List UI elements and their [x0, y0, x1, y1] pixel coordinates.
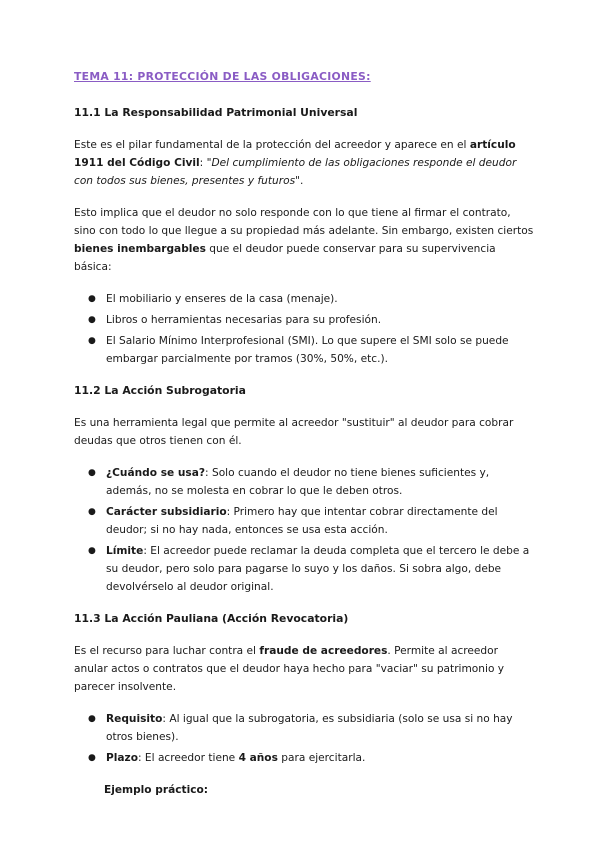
list-item-text: para ejercitarla. — [277, 752, 366, 764]
bullet-icon: ● — [88, 507, 96, 517]
bullet-icon: ● — [88, 546, 96, 556]
text-run: Esto implica que el deudor no solo responde con lo que tiene al firmar el contrato, sino con todo lo que llegue a su propiedad más adelante. Sin embargo, existen ciertos — [74, 207, 534, 237]
topic-title: TEMA 11: PROTECCIÓN DE LAS OBLIGACIONES: — [74, 70, 371, 83]
list-item-text: Libros o herramientas necesarias para su profesión. — [106, 314, 382, 326]
list-item — [74, 311, 534, 329]
text-run: Es el recurso para luchar contra el — [74, 645, 260, 657]
list-item-text: : El acreedor puede reclamar la deuda completa que el tercero le debe a su deudor, pero solo para pagarse lo suyo y los daños. Si sobra algo, debe devolvérselo al deudor original. — [106, 545, 530, 593]
deadline-value: 4 años — [238, 752, 278, 764]
example-heading: Ejemplo práctico: — [104, 784, 208, 796]
list-item — [74, 710, 534, 746]
paragraph-inembargables — [74, 204, 534, 276]
bullet-icon: ● — [88, 336, 96, 346]
section-title-11-1: 11.1 La Responsabilidad Patrimonial Universal — [74, 106, 358, 119]
text-run: . Permite al acreedor anular actos o contratos que el deudor haya hecho para "vaciar" su patrimonio y parecer insolvente. — [74, 645, 505, 693]
list-item-text: : Solo cuando el deudor no tiene bienes suficientes y, además, no se molesta en cobrar lo que le deben otros. — [106, 467, 490, 497]
text-run: que el deudor puede conservar para su supervivencia básica: — [74, 243, 496, 273]
inembargables-list — [74, 290, 534, 368]
section-title-11-2: 11.2 La Acción Subrogatoria — [74, 384, 246, 397]
text-run: Este es el pilar fundamental de la protección del acreedor y aparece en el — [74, 139, 470, 151]
list-item-label: Carácter subsidiario — [106, 506, 227, 518]
list-item-label: Requisito — [106, 713, 163, 725]
text-run: : — [199, 157, 207, 169]
document-page — [74, 68, 534, 799]
key-term: bienes inembargables — [74, 243, 206, 255]
paragraph-article-1911 — [74, 136, 534, 190]
list-item-text: El Salario Mínimo Interprofesional (SMI). Lo que supere el SMI solo se puede embargar parcialmente por tramos (30%, 50%, etc.). — [106, 335, 509, 365]
list-item — [74, 464, 534, 500]
list-item-text: : Primero hay que intentar cobrar directamente del deudor; si no hay nada, entonces se usa esta acción. — [106, 506, 498, 536]
list-item — [74, 290, 534, 308]
article-quote: "Del cumplimiento de las obligaciones responde el deudor con todos sus bienes, presentes y futuros" — [74, 157, 517, 187]
bullet-icon: ● — [88, 315, 96, 325]
list-item-label: Plazo — [106, 752, 138, 764]
pauliana-list — [74, 710, 534, 767]
bullet-icon: ● — [88, 468, 96, 478]
bullet-icon: ● — [88, 753, 96, 763]
bullet-icon: ● — [88, 714, 96, 724]
text-run: . — [300, 175, 304, 187]
list-item — [74, 542, 534, 596]
key-term: fraude de acreedores — [259, 645, 388, 657]
article-reference: artículo 1911 del Código Civil — [74, 139, 516, 169]
list-item-text: El mobiliario y enseres de la casa (menaje). — [106, 293, 338, 305]
list-item-text: : Al igual que la subrogatoria, es subsidiaria (solo se usa si no hay otros bienes). — [106, 713, 513, 743]
subrogatoria-list — [74, 464, 534, 596]
section-title-11-3: 11.3 La Acción Pauliana (Acción Revocatoria) — [74, 612, 349, 625]
list-item — [74, 749, 534, 767]
bullet-icon: ● — [88, 294, 96, 304]
list-item — [74, 503, 534, 539]
paragraph-subrogatoria: Es una herramienta legal que permite al acreedor "sustituir" al deudor para cobrar deudas que otros tienen con él. — [74, 417, 514, 447]
paragraph-pauliana — [74, 642, 534, 696]
list-item-label: Límite — [106, 545, 144, 557]
list-item — [74, 332, 534, 368]
list-item-text: : El acreedor tiene — [138, 752, 239, 764]
list-item-label: ¿Cuándo se usa? — [106, 467, 206, 479]
